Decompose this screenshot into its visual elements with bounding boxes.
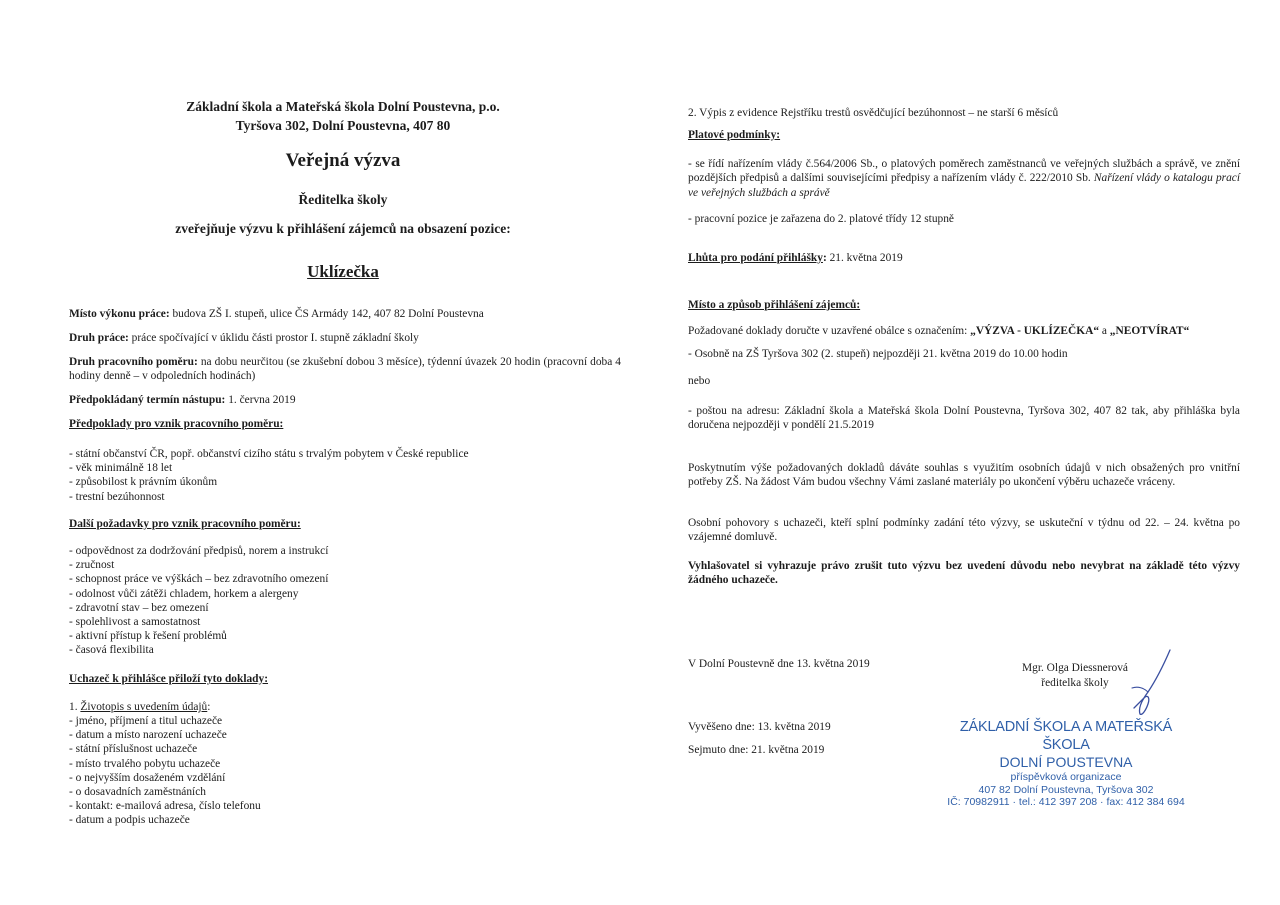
cv-heading <box>69 700 210 714</box>
place-date: V Dolní Poustevně dne 13. května 2019 <box>688 658 870 670</box>
prerequisites-heading: Předpoklady pro vznik pracovního poměru: <box>69 418 284 430</box>
documents-heading: Uchazeč k přihlášce přiloží tyto doklady: <box>69 673 269 685</box>
list-item: - kontakt: e-mailová adresa, číslo telefonu <box>69 799 621 813</box>
stamp-line-address: 407 82 Dolní Poustevna, Tyršova 302 <box>978 783 1154 796</box>
list-item: - odpovědnost za dodržování předpisů, norem a instrukcí <box>69 544 621 558</box>
other-requirements-heading: Další požadavky pro vznik pracovního poměru: <box>69 518 301 530</box>
cv-number: 1. <box>69 701 81 713</box>
list-item: - trestní bezúhonnost <box>69 490 621 504</box>
application-text <box>688 324 1248 338</box>
list-item: - spolehlivost a samostatnost <box>69 615 621 629</box>
employment-type-label: Druh pracovního poměru: <box>69 356 198 368</box>
criminal-record-item: 2. Výpis z evidence Rejstříku trestů osvědčující bezúhonnost – ne starší 6 měsíců <box>688 107 1059 119</box>
apply-by-post: - poštou na adresu: Základní škola a Mateřská škola Dolní Poustevna, Tyršova 302, 407 82 tak, aby přihláška byla doručena nejpozději v pondělí 21.5.2019 <box>688 405 1240 432</box>
prerequisites-list <box>69 447 621 504</box>
list-item: - způsobilost k právním úkonům <box>69 475 621 489</box>
other-requirements-list <box>69 544 621 658</box>
interviews-text: Osobní pohovory s uchazeči, kteří splní podmínky zadání této výzvy, se uskuteční v týdnu od 22. – 24. května po vzájemné domluvě. <box>688 517 1240 544</box>
envelope-mark-2: „NEOTVÍRAT“ <box>1109 325 1190 337</box>
stamp-line-ids: IČ: 70982911 · tel.: 412 397 208 · fax: 412 384 694 <box>947 796 1185 808</box>
list-item: - schopnost práce ve výškách – bez zdravotního omezení <box>69 572 621 586</box>
consent-text: Poskytnutím výše požadovaných dokladů dáváte souhlas s využitím osobních údajů v nich obsažených pro vnitřní potřeby ZŠ. Na žádost Vám budou všechny Vámi zaslané materiály po ukončení výběru uchazeče vráceny. <box>688 462 1240 489</box>
school-stamp <box>936 718 1196 809</box>
list-item: - jméno, příjmení a titul uchazeče <box>69 714 621 728</box>
list-item: - zdravotní stav – bez omezení <box>69 601 621 615</box>
deadline <box>688 251 903 265</box>
salary-class: - pracovní pozice je zařazena do 2. platové třídy 12 stupně <box>688 213 954 225</box>
work-type <box>69 331 621 345</box>
list-item: - odolnost vůči zátěži chladem, horkem a alergeny <box>69 587 621 601</box>
list-item: - datum a místo narození uchazeče <box>69 728 621 742</box>
list-item: - o nejvyšším dosaženém vzdělání <box>69 771 621 785</box>
list-item: - státní občanství ČR, popř. občanství cizího státu s trvalým pobytem v České republice <box>69 447 621 461</box>
envelope-and: a <box>1099 325 1110 337</box>
start-date-value: 1. června 2019 <box>225 394 296 406</box>
list-item: - místo trvalého pobytu uchazeče <box>69 757 621 771</box>
list-item: - aktivní přístup k řešení problémů <box>69 629 621 643</box>
deadline-colon: : <box>822 252 827 264</box>
position-title: Uklízečka <box>307 262 379 281</box>
apply-or: nebo <box>688 375 711 387</box>
employment-type-value: na dobu neurčitou (se zkušební dobou 3 měsíce), týdenní úvazek 20 hodin (pracovní doba 4 hodiny denně – v odpoledních hodinách) <box>69 356 622 383</box>
school-name: Základní škola a Mateřská škola Dolní Poustevna, p.o. <box>186 99 500 114</box>
signer-role: ředitelka školy <box>1041 677 1109 689</box>
salary-heading: Platové podmínky: <box>688 129 781 141</box>
stamp-line-town: DOLNÍ POUSTEVNA <box>999 754 1133 770</box>
workplace-label: Místo výkonu práce: <box>69 308 170 320</box>
stamp-line-school: ZÁKLADNÍ ŠKOLA A MATEŘSKÁ ŠKOLA <box>959 719 1173 753</box>
deadline-value: 21. května 2019 <box>826 252 903 264</box>
apply-personally: - Osobně na ZŠ Tyršova 302 (2. stupeň) nejpozději 21. května 2019 do 10.00 hodin <box>688 348 1068 360</box>
list-item: - časová flexibilita <box>69 643 621 657</box>
posted-date: Vyvěšeno dne: 13. května 2019 <box>688 721 831 733</box>
workplace <box>69 307 621 321</box>
application-heading: Místo a způsob přihlášení zájemců: <box>688 299 861 311</box>
cv-items-list <box>69 714 621 828</box>
cv-label: Životopis s uvedením údajů <box>80 701 208 713</box>
list-item: - státní příslušnost uchazeče <box>69 742 621 756</box>
work-type-value: práce spočívající v úklidu části prostor I. stupně základní školy <box>128 332 419 344</box>
start-date <box>69 393 621 407</box>
salary-text <box>688 157 1240 200</box>
salary-regulation-italic: Nařízení vlády o katalogu prací ve veřejných službách a správě <box>688 172 1240 199</box>
salary-regulation: - se řídí nařízením vlády č.564/2006 Sb., o platových poměrech zaměstnanců ve veřejných službách a správě, ve znění pozdějších předpisů a dalšími souvisejícími předpisy a nařízením vlády č. 222/2010 Sb. <box>688 158 1240 185</box>
stamp-line-org: příspěvková organizace <box>1010 771 1122 783</box>
removed-date: Sejmuto dne: 21. května 2019 <box>688 744 825 756</box>
work-type-label: Druh práce: <box>69 332 129 344</box>
page-title: Veřejná výzva <box>285 150 401 171</box>
workplace-value: budova ZŠ I. stupeň, ulice ČS Armády 142, 407 82 Dolní Poustevna <box>169 308 484 320</box>
envelope-mark-1: „VÝZVA - UKLÍZEČKA“ <box>970 325 1100 337</box>
list-item: - datum a podpis uchazeče <box>69 813 621 827</box>
signer-name: Mgr. Olga Diessnerová <box>1022 662 1128 674</box>
deadline-label: Lhůta pro podání přihlášky <box>688 252 823 264</box>
application-instructions: Požadované doklady doručte v uzavřené obálce s označením: <box>688 325 971 337</box>
employment-type <box>69 355 621 384</box>
intro-text: zveřejňuje výzvu k přihlášení zájemců na obsazení pozice: <box>175 221 511 236</box>
list-item: - o dosavadních zaměstnáních <box>69 785 621 799</box>
signature-image <box>1118 648 1178 718</box>
list-item: - věk minimálně 18 let <box>69 461 621 475</box>
cv-suffix: : <box>207 701 211 713</box>
issuer: Ředitelka školy <box>298 192 388 207</box>
list-item: - zručnost <box>69 558 621 572</box>
school-address: Tyršova 302, Dolní Poustevna, 407 80 <box>235 118 451 133</box>
start-date-label: Předpokládaný termín nástupu: <box>69 394 226 406</box>
reservation-text: Vyhlašovatel si vyhrazuje právo zrušit tuto výzvu bez uvedení důvodu nebo nevybrat na základě této výzvy žádného uchazeče. <box>688 560 1240 587</box>
